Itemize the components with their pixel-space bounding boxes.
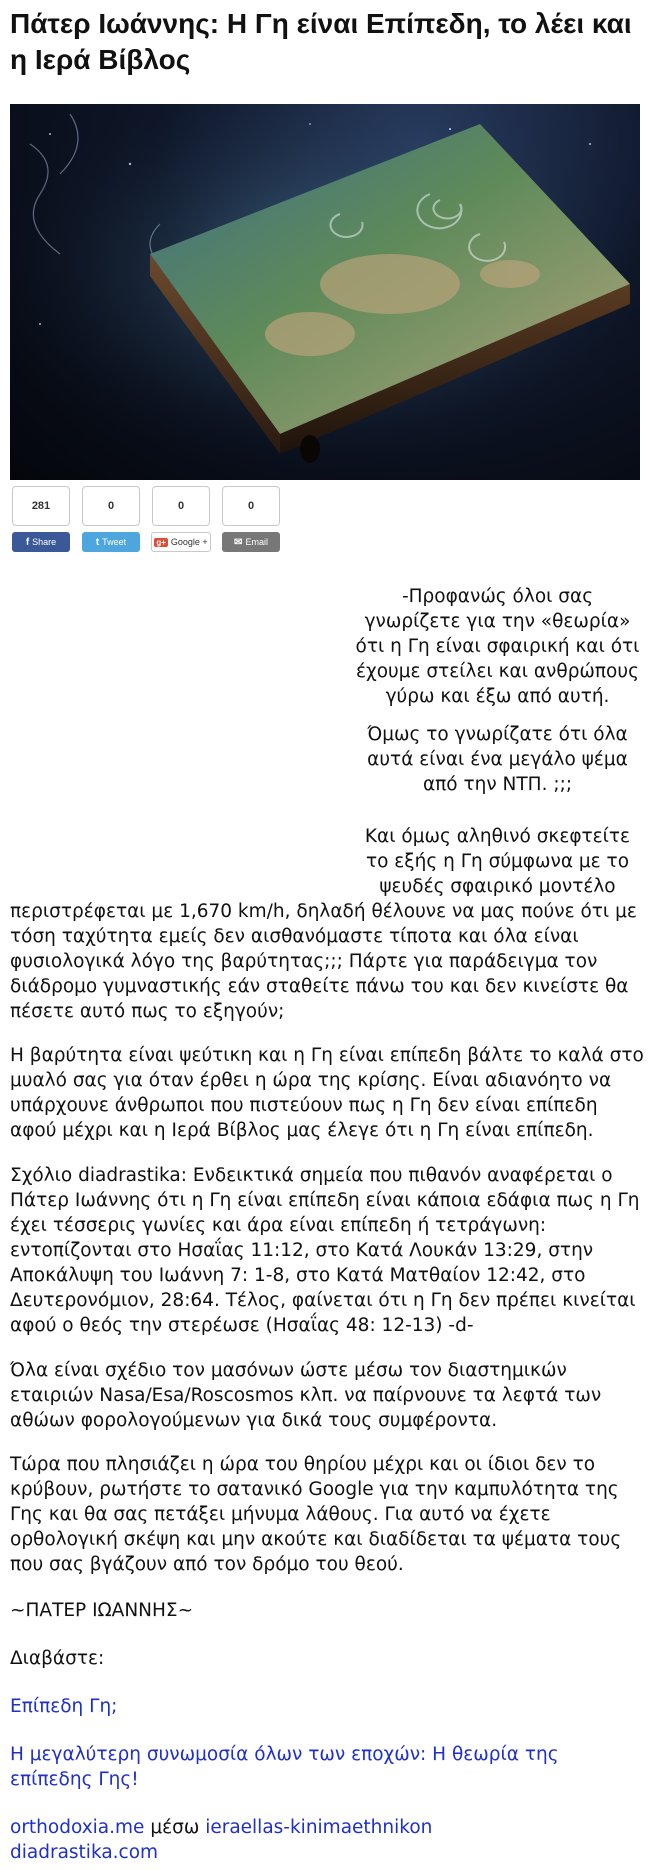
paragraph-intro (345, 584, 650, 709)
share-count: 0 (82, 486, 140, 526)
text-line: φυσιολογικά λόγο της βαρύτητας;;; Πάρτε για παράδειγμα τον (10, 951, 598, 972)
text-line: ότι η Γη είναι σφαιρική και ότι (355, 636, 640, 657)
button-label: Google + (170, 537, 208, 547)
link-line: επίπεδης Γης! (10, 1769, 139, 1790)
text-line: διάδρομο γυμναστικής εάν σταθείτε πάνω του και δεν κινείστε θα (10, 976, 629, 997)
paragraph-masons (10, 1358, 650, 1433)
text-line: εταιριών Nasa/Esa/Roscosmos κλπ. να παίρνουνε τα λεφτά των (10, 1385, 602, 1406)
text-line: έχει τέσσερις γωνίες και άρα είναι επίπεδη ή τετράγωνη: (10, 1215, 547, 1236)
text-line: -Προφανώς όλοι σας (401, 586, 594, 607)
text-line: ψευδές σφαιρικό μοντέλο (379, 876, 616, 897)
google-plus-icon: g+ (156, 537, 166, 547)
text-line: Η βαρύτητα είναι ψεύτικη και η Γη είναι επίπεδη βάλτε το καλά στο (10, 1045, 644, 1066)
text-line: Όμως το γνωρίζατε ότι όλα (367, 724, 628, 745)
paragraph-rotation (345, 824, 650, 899)
text-line: αυτά είναι ένα μεγάλο ψέμα (367, 749, 628, 770)
text-line: Όλα είναι σχέδιο τον μασόνων ώστε μέσω τον διαστημικών (10, 1360, 567, 1381)
read-label: Διαβάστε: (10, 1648, 105, 1669)
text-line: Πάτερ Ιωάννης ότι η Γη είναι επίπεδη είναι κάποια εδάφια πως η Γη (10, 1190, 640, 1211)
text-line: αφού ο θεός την στερέωσε (Ησαΐας 48: 12-13) -d- (10, 1315, 474, 1336)
source-line (10, 1815, 650, 1865)
paragraph-google (10, 1452, 650, 1577)
related-link-conspiracy[interactable] (10, 1742, 650, 1792)
text-line: Τώρα που πλησιάζει η ώρα του θηρίου μέχρι και οι ίδιοι δεν το (10, 1454, 596, 1475)
twitter-icon: t (95, 536, 100, 548)
text-line: υπάρχουνε άνθρωποι που πιστεύουν πως η Γη δεν είναι επίπεδη (10, 1095, 598, 1116)
facebook-icon: f (25, 536, 30, 548)
text-line: από την ΝΤΠ. ;;; (422, 774, 573, 795)
button-label: Tweet (102, 537, 127, 547)
tweet-button[interactable] (82, 532, 140, 552)
text-line: γνωρίζετε για την «θεωρία» (364, 611, 631, 632)
text-line: Αποκάλυψη του Ιωάννη 7: 1-8, στο Κατά Ματθαίον 12:42, στο (10, 1265, 586, 1286)
text-line: που σας βγάζουν από τον δρόμο του θεού. (10, 1554, 404, 1575)
source-link-diadrastika[interactable]: diadrastika.com (10, 1842, 159, 1863)
text-line: πέσετε αυτό πως το εξηγούν; (10, 1001, 285, 1022)
text-line: γύρω και έξω από αυτή. (385, 686, 610, 707)
text-line: περιστρέφεται με 1,670 km/h, δηλαδή θέλουνε να μας πούνε ότι με (10, 901, 637, 922)
share-bar (12, 486, 280, 552)
paragraph-comment (10, 1163, 650, 1338)
signature: ~ΠΑΤΕΡ ΙΩΑΝΝΗΣ~ (10, 1600, 194, 1621)
source-link-orthodoxia[interactable]: orthodoxia.me (10, 1817, 145, 1838)
text-line: Και όμως αληθινό σκεφτείτε (364, 826, 631, 847)
related-link-flat-earth[interactable]: Επίπεδη Γη; (10, 1696, 118, 1717)
share-count: 0 (222, 486, 280, 526)
text-line: Γης και θα σας πετάξει μήνυμα λάθους. Για αυτό να έχετε (10, 1504, 551, 1525)
text-line: μυαλό σας για όταν έρθει η ώρα της κρίσης. Είναι αδιανόητο να (10, 1070, 612, 1091)
email-share-button[interactable] (222, 532, 280, 552)
text-line: ορθολογική σκέψη και μην ακούτε και διαδίδεται τα ψέματα τους (10, 1529, 622, 1550)
paragraph-gravity (10, 1043, 650, 1143)
text-line: έχουμε στείλει και ανθρώπους (356, 661, 639, 682)
share-google (152, 486, 210, 552)
text-line: κρύβουν, ρωτήστε το σατανικό Google για την καμπυλότητα της (10, 1479, 619, 1500)
share-email (222, 486, 280, 552)
source-line-2 (10, 1840, 650, 1865)
share-count: 281 (12, 486, 70, 526)
share-facebook (12, 486, 70, 552)
source-link-ieraellas[interactable]: ieraellas-kinimaethnikon (205, 1817, 433, 1838)
share-count: 0 (152, 486, 210, 526)
paragraph-rotation-continued (10, 899, 650, 1024)
text-line: το εξής η Γη σύμφωνα με το (365, 851, 630, 872)
related-link-1 (10, 1694, 650, 1719)
via-text: μέσω (144, 1817, 206, 1838)
link-line: Η μεγαλύτερη συνωμοσία όλων των εποχών: Η θεωρία της (10, 1744, 559, 1765)
google-plus-button[interactable] (151, 532, 211, 552)
paragraph-lie (345, 722, 650, 797)
button-label: Email (245, 537, 268, 547)
text-line: Σχόλιο diadrastika: Ενδεικτικά σημεία που πιθανόν αναφέρεται ο (10, 1165, 613, 1186)
text-line: αφού μέχρι και η Ιερά Βίβλος μας έλεγε ότι η Γη είναι επίπεδη. (10, 1120, 594, 1141)
article-title: Πάτερ Ιωάννης: Η Γη είναι Επίπεδη, το λέει και η Ιερά Βίβλος (10, 8, 632, 75)
button-label: Share (32, 537, 57, 547)
related-link-2 (10, 1742, 650, 1792)
text-line: τόση ταχύτητα εμείς δεν αισθανόμαστε τίποτα και όλα είναι (10, 926, 579, 947)
email-icon: ✉ (234, 536, 243, 548)
share-twitter (82, 486, 140, 552)
source-line-1 (10, 1815, 650, 1840)
text-line: Δευτερονόμιον, 28:64. Τέλος, φαίνεται ότι η Γη δεν πρέπει κινείται (10, 1290, 636, 1311)
hero-image-flat-earth (10, 104, 640, 480)
facebook-share-button[interactable] (12, 532, 70, 552)
text-line: εντοπίζονται στο Ησαΐας 11:12, στο Κατά Λουκάν 13:29, στην (10, 1240, 594, 1261)
text-line: αθώων φορολογούμενων για δικά τους συμφέροντα. (10, 1410, 498, 1431)
